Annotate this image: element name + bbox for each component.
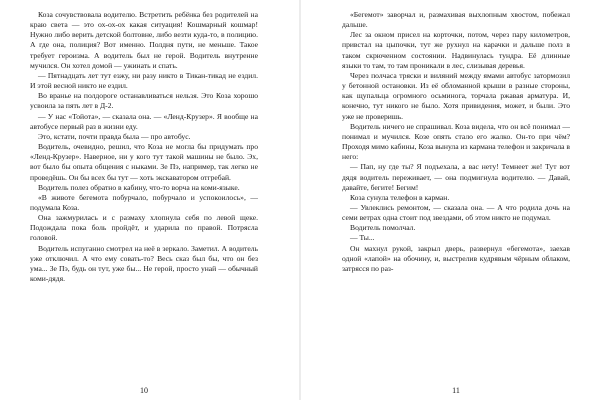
- paragraph: Водитель ничего не спрашивал. Коза видела, что он всё понимал — понимал и мучился. Козе опять стало его жалко. Он-то при чём? Проходя мимо кабины, Коза вынула из кармана телефон и закричала в него:: [342, 121, 570, 162]
- paragraph: Водитель полез обратно в кабину, что-то ворча на коми-языке.: [38, 182, 240, 192]
- paragraph: — Ты...: [350, 233, 375, 243]
- paragraph: Во вранье на полдороге останавливаться нельзя. Это Коза хорошо усвоила за пять лет в Д-2.: [30, 91, 258, 111]
- paragraph: Водитель, очевидно, решил, что Коза не могла бы придумать про «Ленд-Крузер». Наверное, ни у кого тут такой машины не было. Эх, вот было бы опыта общения с ныками. Зе Пэ, например, так легко не проведёшь. Он бы всех бы тут — хоть экскаватором отгребай.: [30, 142, 258, 182]
- book-gutter: [299, 0, 301, 400]
- left-page: [30, 10, 258, 378]
- paragraph: «Бегемот» заворчал и, размахивая выхлопным хвостом, побежал дальше.: [342, 10, 570, 30]
- paragraph: Это, кстати, почти правда была — про автобус.: [38, 131, 191, 141]
- page-number-left: 10: [140, 386, 148, 395]
- paragraph: Через полчаса тряски и виляний между ямами автобус затормозил у бетонной остановки. Из её обломанной крыши в разные стороны, как щупальца огромного осьминога, торчала ржавая арматура. И, конечно, тут никого не было. Хотя привидения, может, и были. Это уже не проверишь.: [342, 70, 570, 121]
- right-page: [342, 10, 570, 378]
- paragraph: Он махнул рукой, закрыл дверь, развернул «бегемота», заехав одной «лапой» на обочину, и, выстрелив кудрявым чёрным облаком, затрясся по раз-: [342, 243, 570, 273]
- paragraph: Водитель испуганно смотрел на неё в зеркало. Заметил. А водитель уже отключил. А что ему совать-то? Весь сказ был бы, что он без ума... Зе Пэ, будь он тут, уже бы... Не герой, просто унай — обычный коми-дядя.: [30, 243, 258, 284]
- paragraph: Водитель помолчал.: [350, 223, 416, 233]
- paragraph: — Пятнадцать лет тут езжу, ни разу никто в Тикан-тикад не ездил. И этой весной никто не ездил.: [30, 70, 258, 91]
- paragraph: Она зажмурилась и с размаху хлопнула себя по левой щеке. Подождала пока боль пройдёт, и ударила по правой. Потрясла головой.: [30, 213, 258, 243]
- paragraph: Коза сунула телефон в карман.: [350, 192, 450, 202]
- paragraph: «В животе бегемота побурчало, побурчало и успокоилось», — подумала Коза.: [30, 192, 258, 212]
- paragraph: — Увлеклись ремонтом, — сказала она. — А что родила дочь на семи ветрах одна стоит под звездами, об этом никто не подумал.: [342, 202, 570, 223]
- paragraph: Коза сочувствовала водителю. Встретить ребёнка без родителей на краю света — это ох-ох-ох какая ситуация! Кошмарный кошмар! Нужно либо верить детской болтовне, либо везти куда-то, в полицию. А где она, полиция? Вот именно. Полдня пути, не меньше. Такое требует героизма. А водитель был не герой. Водитель внутренне мучился. Он хотел домой — ужинать и спать.: [30, 10, 258, 70]
- paragraph: — У нас «Тойота», — сказала она. — «Ленд-Крузер». Я вообще на автобусе первый раз в жизни еду.: [30, 111, 258, 131]
- paragraph: Лес за окном присел на корточки, потом, через пару километров, привстал на цыпочки, тут же рухнул на карачки и дальше полз в таком скрюченном состоянии. Надвинулась тундра. Её длинные языки то там, то там проникали в лес, слизывая деревья.: [342, 30, 570, 70]
- page-number-right: 11: [452, 386, 460, 395]
- paragraph: — Пап, ну где ты? Я подъехала, а вас нету! Темнеет же! Тут вот дядя водитель переживает, — она подмигнула водителю. — Давай, давайте, бегите! Бегим!: [342, 162, 570, 192]
